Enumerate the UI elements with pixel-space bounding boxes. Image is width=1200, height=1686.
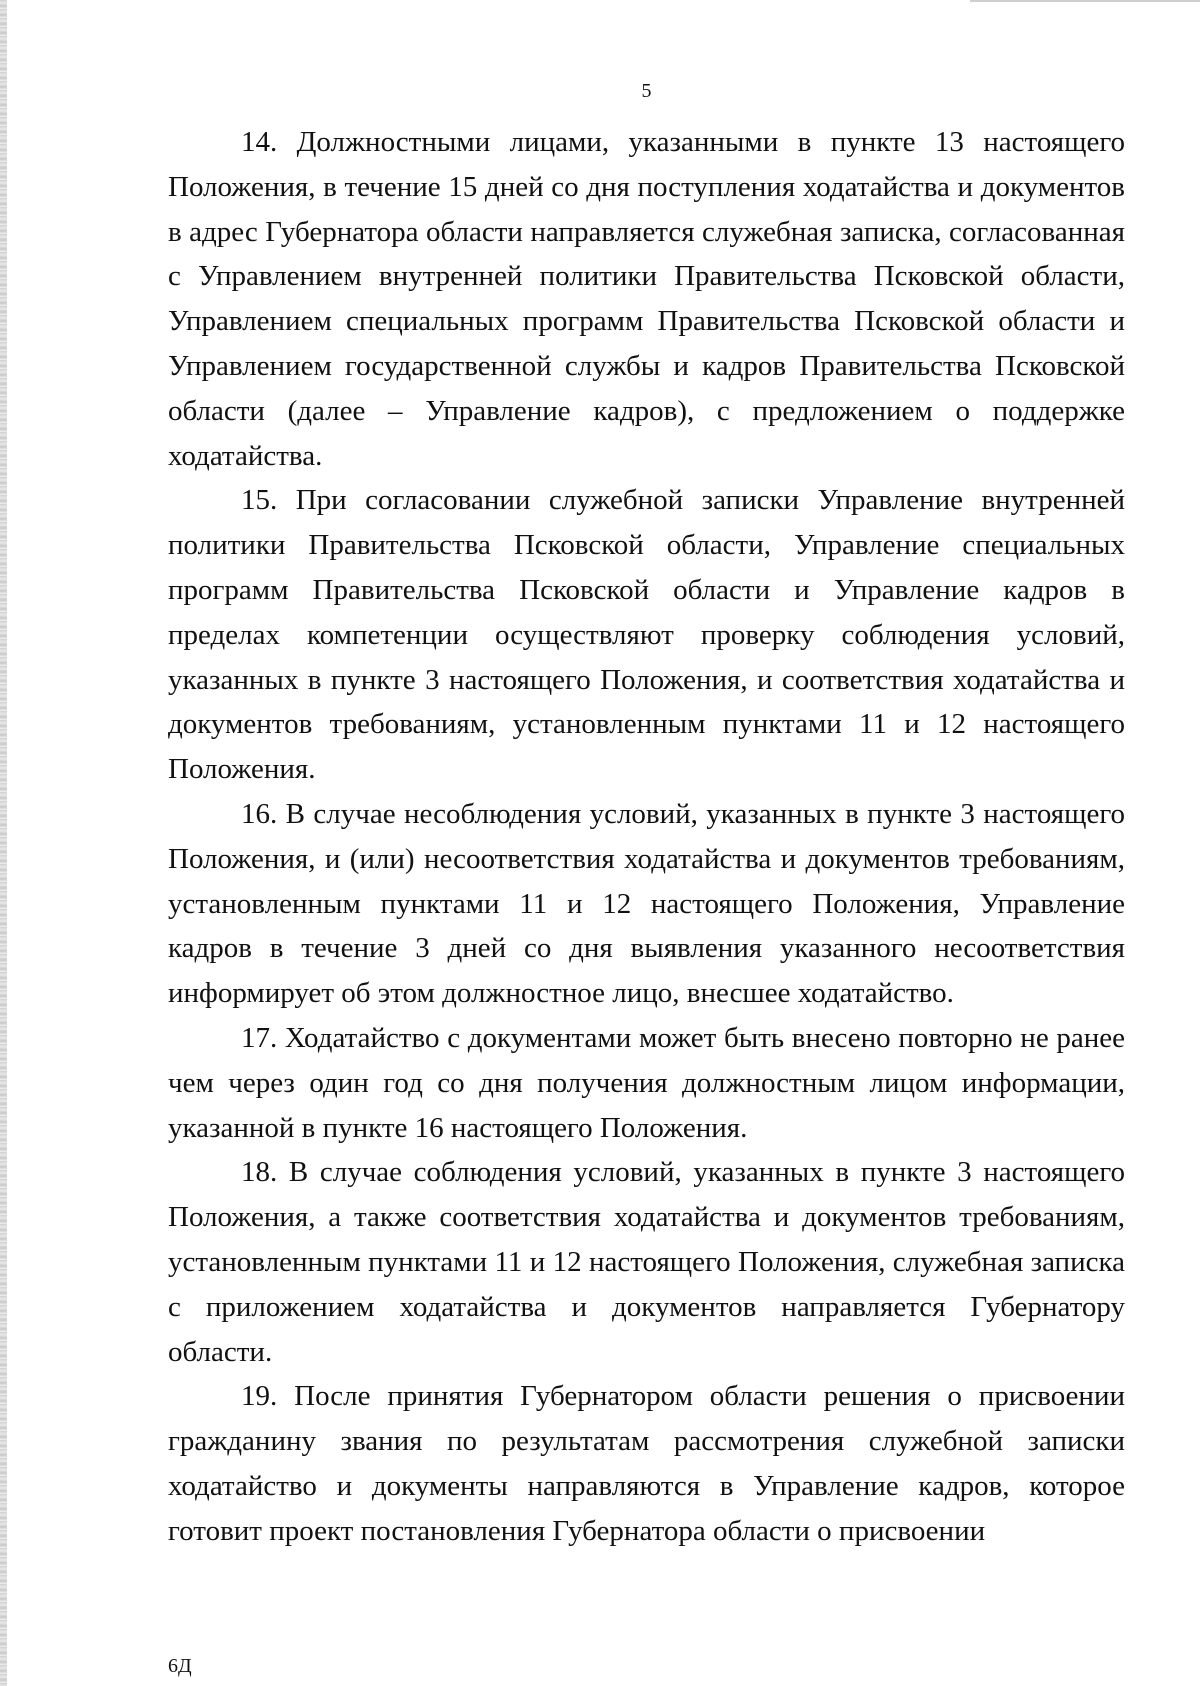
paragraph-15: 15. При согласовании служебной записки Управление внутренней политики Правительства Псковской области, Управление специальных программ Правительства Псковской области и Управление кадров в пределах компетенции осуществляют проверку соблюдения условий, указанных в пункте 3 настоящего Положения, и соответствия ходатайства и документов требованиям, установленным пунктами 11 и 12 настоящего Положения.	[168, 484, 1125, 786]
footer-code: 6Д	[168, 1655, 192, 1677]
page-number: 5	[641, 80, 652, 102]
paragraph-19: 19. После принятия Губернатором области решения о присвоении гражданину звания по результатам рассмотрения служебной записки ходатайство и документы направляются в Управление кадров, которое готовит проект постановления Губернатора области о присвоении	[168, 1380, 1125, 1547]
paragraph-16: 16. В случае несоблюдения условий, указанных в пункте 3 настоящего Положения, и (или) несоответствия ходатайства и документов требованиям, установленным пунктами 11 и 12 настоящего Положения, Управление кадров в течение 3 дней со дня выявления указанного несоответствия информирует об этом должностное лицо, внесшее ходатайство.	[168, 797, 1125, 1010]
scan-edge-left	[0, 0, 7, 1686]
scan-edge-top	[970, 0, 1200, 2]
document-body	[168, 120, 1125, 1554]
paragraph-14: 14. Должностными лицами, указанными в пункте 13 настоящего Положения, в течение 15 дней со дня поступления ходатайства и документов в адрес Губернатора области направляется служебная записка, согласованная с Управлением внутренней политики Правительства Псковской области, Управлением специальных программ Правительства Псковской области и Управлением государственной службы и кадров Правительства Псковской области (далее – Управление кадров), с предложением о поддержке ходатайства.	[168, 126, 1125, 472]
paragraph-17: 17. Ходатайство с документами может быть внесено повторно не ранее чем через один год со дня получения должностным лицом информации, указанной в пункте 16 настоящего Положения.	[168, 1021, 1125, 1144]
paragraph-18: 18. В случае соблюдения условий, указанных в пункте 3 настоящего Положения, а также соответствия ходатайства и документов требованиям, установленным пунктами 11 и 12 настоящего Положения, служебная записка с приложением ходатайства и документов направляется Губернатору области.	[168, 1156, 1125, 1368]
